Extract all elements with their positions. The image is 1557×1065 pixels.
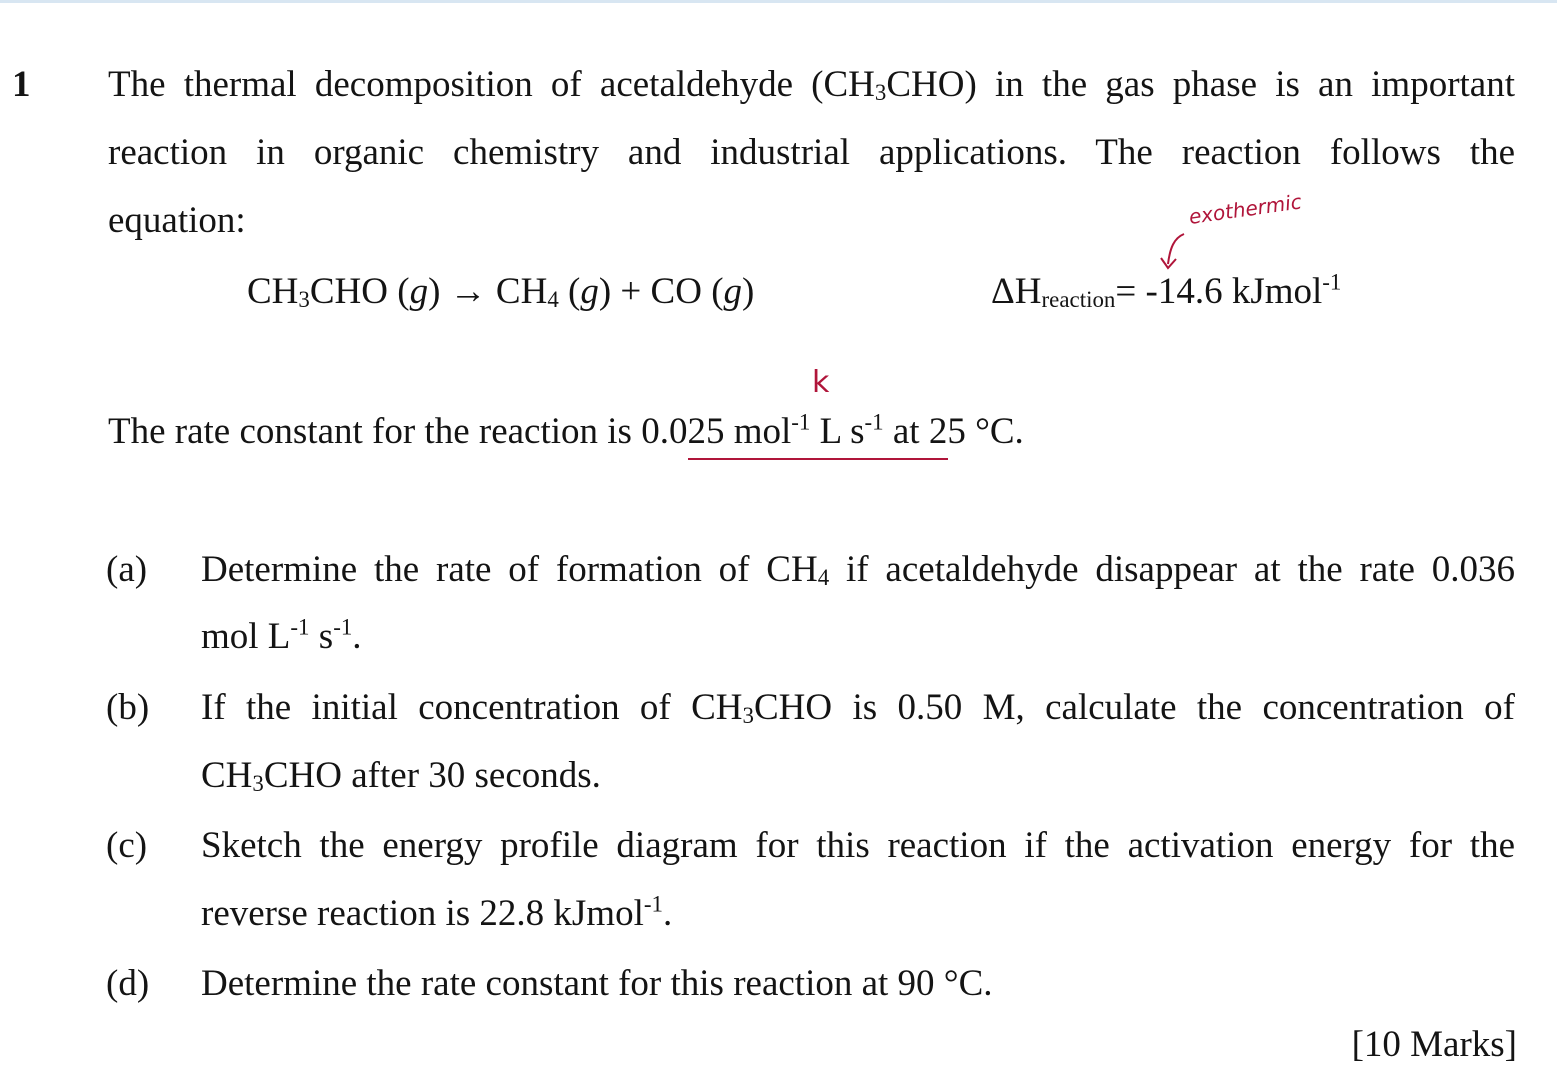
k-annotation: k <box>812 365 830 400</box>
part-a-line-1: Determine the rate of formation of $CH_4$ if acetaldehyde disappear at the rate 0.036 <box>201 549 1516 591</box>
intro-line-1: The thermal decomposition of acetaldehyde $(CH_3CHO)$ in the gas phase is an important <box>108 64 1516 106</box>
part-a-label: (a) <box>106 549 148 590</box>
part-d-line-1: Determine the rate constant for this reaction at 90 °C. <box>201 963 993 1004</box>
part-d-label: (d) <box>106 963 150 1004</box>
part-b-line-2: $CH_3CHO$ after 30 seconds. <box>201 755 601 797</box>
rate-constant-value: 0.025 mol$^{-1}$ L $s^{-1}$ <box>641 409 884 452</box>
intro-line-2: reaction in organic chemistry and industrial applications. The reaction follows the <box>108 132 1515 173</box>
exothermic-arrow-icon <box>1150 192 1340 282</box>
chemical-equation: $CH_3CHO$ $(g) \to CH_4$ (g) + CO (g) <box>247 271 755 313</box>
exothermic-note: exothermic <box>1187 192 1304 229</box>
total-marks: [10 Marks] <box>1351 1024 1517 1065</box>
part-a-line-2: mol $L^{-1}$ $s^{-1}$. <box>201 614 362 657</box>
part-c-line-2: reverse reaction is 22.8 kJmol$^{-1}$. <box>201 891 673 934</box>
part-c-label: (c) <box>106 825 148 866</box>
part-c-line-1: Sketch the energy profile diagram for this reaction if the activation energy for the <box>201 825 1515 866</box>
rate-constant-underline <box>688 458 948 460</box>
enthalpy-change: $\Delta H_{reaction}= -14.6$ kJmol$^{-1}$ <box>991 269 1342 313</box>
rate-constant-statement: The rate constant for the reaction is 0.025 mol$^{-1}$ L $s^{-1}$ at 25 °C. <box>108 409 1024 452</box>
question-number: 1 <box>12 64 31 105</box>
top-border <box>0 0 1557 3</box>
exothermic-annotation <box>1150 192 1340 287</box>
part-b-label: (b) <box>106 687 150 728</box>
intro-line-3: equation: <box>108 200 246 241</box>
part-b-line-1: If the initial concentration of $CH_3CHO$ is 0.50 M, calculate the concentration of <box>201 687 1515 729</box>
